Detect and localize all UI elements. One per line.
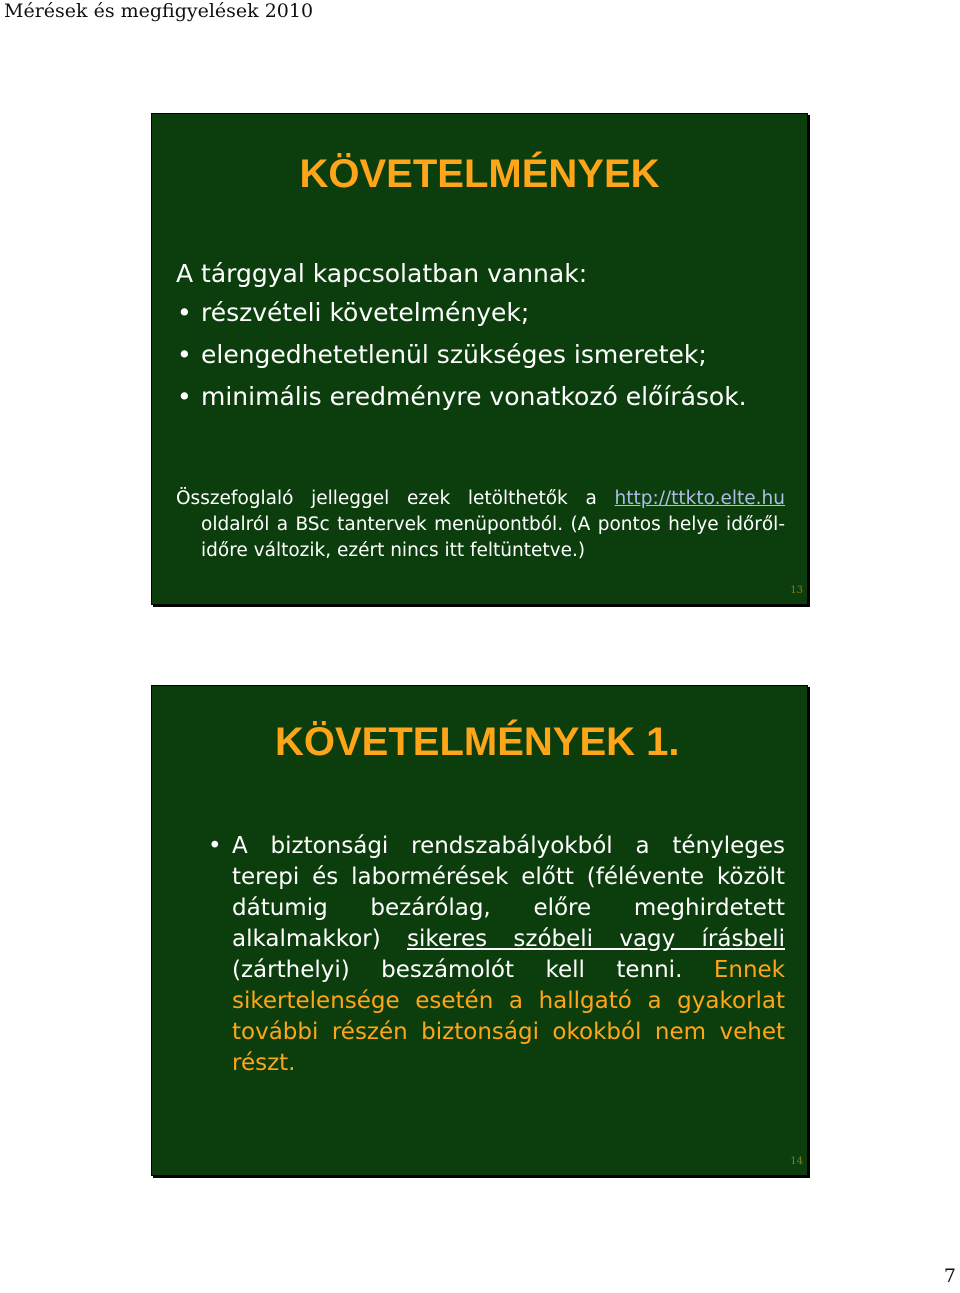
slide-13 xyxy=(151,113,808,605)
slide-title: KÖVETELMÉNYEK 1. xyxy=(275,720,680,764)
bullet-icon: • xyxy=(177,340,192,369)
ttkto-link[interactable]: http://ttkto.elte.hu xyxy=(614,487,785,509)
slide-number: 13 xyxy=(790,585,803,596)
underlined-text: sikeres szóbeli vagy írásbeli xyxy=(407,926,785,952)
bullet-icon: • xyxy=(177,298,192,327)
list-item: • elengedhetetlenül szükséges ismeretek; xyxy=(176,334,785,376)
slide-body xyxy=(176,259,785,418)
page-number: 7 xyxy=(943,1265,956,1287)
list-item: • részvételi követelmények; xyxy=(176,292,785,334)
slide-number: 14 xyxy=(790,1156,803,1167)
bullet-icon: • xyxy=(177,382,192,411)
slide-title: KÖVETELMÉNYEK xyxy=(299,152,660,196)
bullet-icon: • xyxy=(208,833,222,859)
rule-paragraph: • A biztonsági rendszabályokból a tényleges terepi és labormérések előtt (félévente közölt dátumig bezárólag, előre meghirdetett alkalmakkor) sikeres szóbeli vagy írásbeli (zárthelyi) beszámolót kell tenni. Ennek sikertelensége esetén a hallgató a gyakorlat további részén biztonsági okokból nem vehet részt. xyxy=(208,833,785,1076)
list-item: • minimális eredményre vonatkozó előírások. xyxy=(176,376,785,418)
intro-text: A tárggyal kapcsolatban vannak: xyxy=(176,259,588,288)
summary-paragraph: Összefoglaló jelleggel ezek letölthetők a http://ttkto.elte.hu oldalról a BSc tantervek menüpontból. (A pontos helye időről-időre változik, ezért nincs itt feltüntetve.) xyxy=(176,487,785,561)
requirements-list xyxy=(176,292,785,418)
slide-14 xyxy=(151,685,808,1176)
document-header: Mérések és megfigyelések 2010 xyxy=(4,0,314,22)
warning-text: Ennek sikertelensége esetén a hallgató a gyakorlat további részén biztonsági okokból nem vehet részt. xyxy=(232,957,785,1076)
